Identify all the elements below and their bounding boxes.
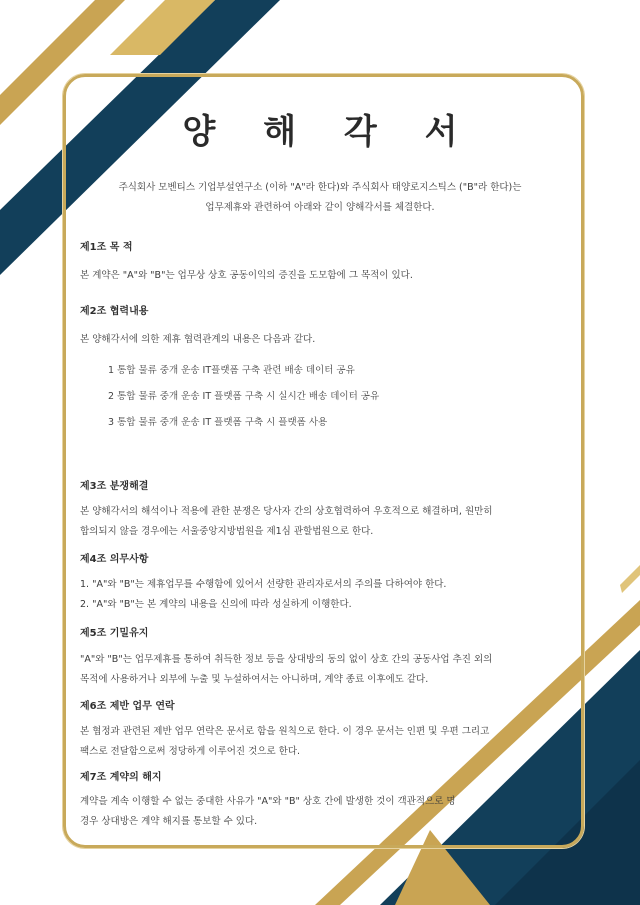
article-5-line: "A"와 "B"는 업무제휴를 통하여 취득한 정보 등을 상대방의 동의 없이 상호 간의 공동사업 추진 외의 [80, 654, 493, 665]
document-title: 양 해 각 서 [182, 112, 476, 152]
intro-line: 주식회사 모벤티스 기업부설연구소 (이하 "A"라 한다)와 주식회사 태양로지스틱스 ("B"라 한다)는 [118, 182, 522, 193]
article-6-line: 팩스로 전달함으로써 정당하게 이루어진 것으로 한다. [80, 745, 301, 757]
article-6-body [80, 722, 562, 761]
article-6-title: 제6조 제반 업무 연락 [80, 701, 175, 712]
article-2-title: 제2조 협력내용 [80, 306, 149, 317]
article-3-line: 본 양해각서의 해석이나 적용에 관한 분쟁은 당사자 간의 상호협력하여 우호적으로 해결하며, 원만히 [80, 506, 493, 517]
article-7-title: 제7조 계약의 해지 [80, 772, 162, 783]
article-1-line: 본 계약은 "A"와 "B"는 업무상 상호 공동이익의 증진을 도모함에 그 목적이 있다. [80, 270, 413, 281]
article-2-line: 본 양해각서에 의한 제휴 협력관계의 내용은 다음과 같다. [80, 334, 316, 345]
article-4-title: 제4조 의무사항 [80, 554, 149, 565]
article-5-title: 제5조 기밀유지 [80, 628, 149, 639]
article-4-body [80, 575, 562, 614]
article-6-line: 본 협정과 관련된 제반 업무 연락은 문서로 함을 원칙으로 한다. 이 경우 문서는 인편 및 우편 그리고 [80, 726, 490, 737]
article-7-body [80, 792, 562, 831]
article-5-body [80, 650, 562, 689]
article-3-body [80, 502, 562, 541]
article-2-item: 3 통합 물류 중개 운송 IT 플랫폼 구축 시 플랫폼 사용 [108, 417, 328, 428]
intro-line: 업무제휴와 관련하여 아래와 같이 양해각서를 체결한다. [205, 202, 435, 213]
article-3-title: 제3조 분쟁해결 [80, 481, 149, 492]
article-2-item: 2 통합 물류 중개 운송 IT 플랫폼 구축 시 실시간 배송 데이터 공유 [108, 391, 380, 402]
intro-paragraph [80, 178, 560, 218]
article-1-title: 제1조 목 적 [80, 242, 133, 253]
article-4-line: 2. "A"와 "B"는 본 계약의 내용을 신의에 따라 성실하게 이행한다. [80, 598, 352, 610]
article-7-line: 경우 상대방은 계약 해지를 통보할 수 있다. [80, 815, 258, 827]
article-4-line: 1. "A"와 "B"는 제휴업무를 수행함에 있어서 선량한 관리자로서의 주의를 다하여야 한다. [80, 579, 447, 590]
article-5-line: 목적에 사용하거나 외부에 누출 및 누설하여서는 아니하며, 계약 종료 이후에도 같다. [80, 673, 429, 685]
article-7-line: 계약을 계속 이행할 수 없는 중대한 사유가 "A"와 "B" 상호 간에 발생한 것이 객관적으로 명 [80, 796, 456, 807]
article-2-item: 1 통합 물류 중개 운송 IT플랫폼 구축 관련 배송 데이터 공유 [108, 365, 355, 376]
article-3-line: 합의되지 않을 경우에는 서울중앙지방법원을 제1심 관할법원으로 한다. [80, 525, 374, 537]
article-1-body [80, 266, 562, 286]
article-2-body [80, 330, 562, 350]
